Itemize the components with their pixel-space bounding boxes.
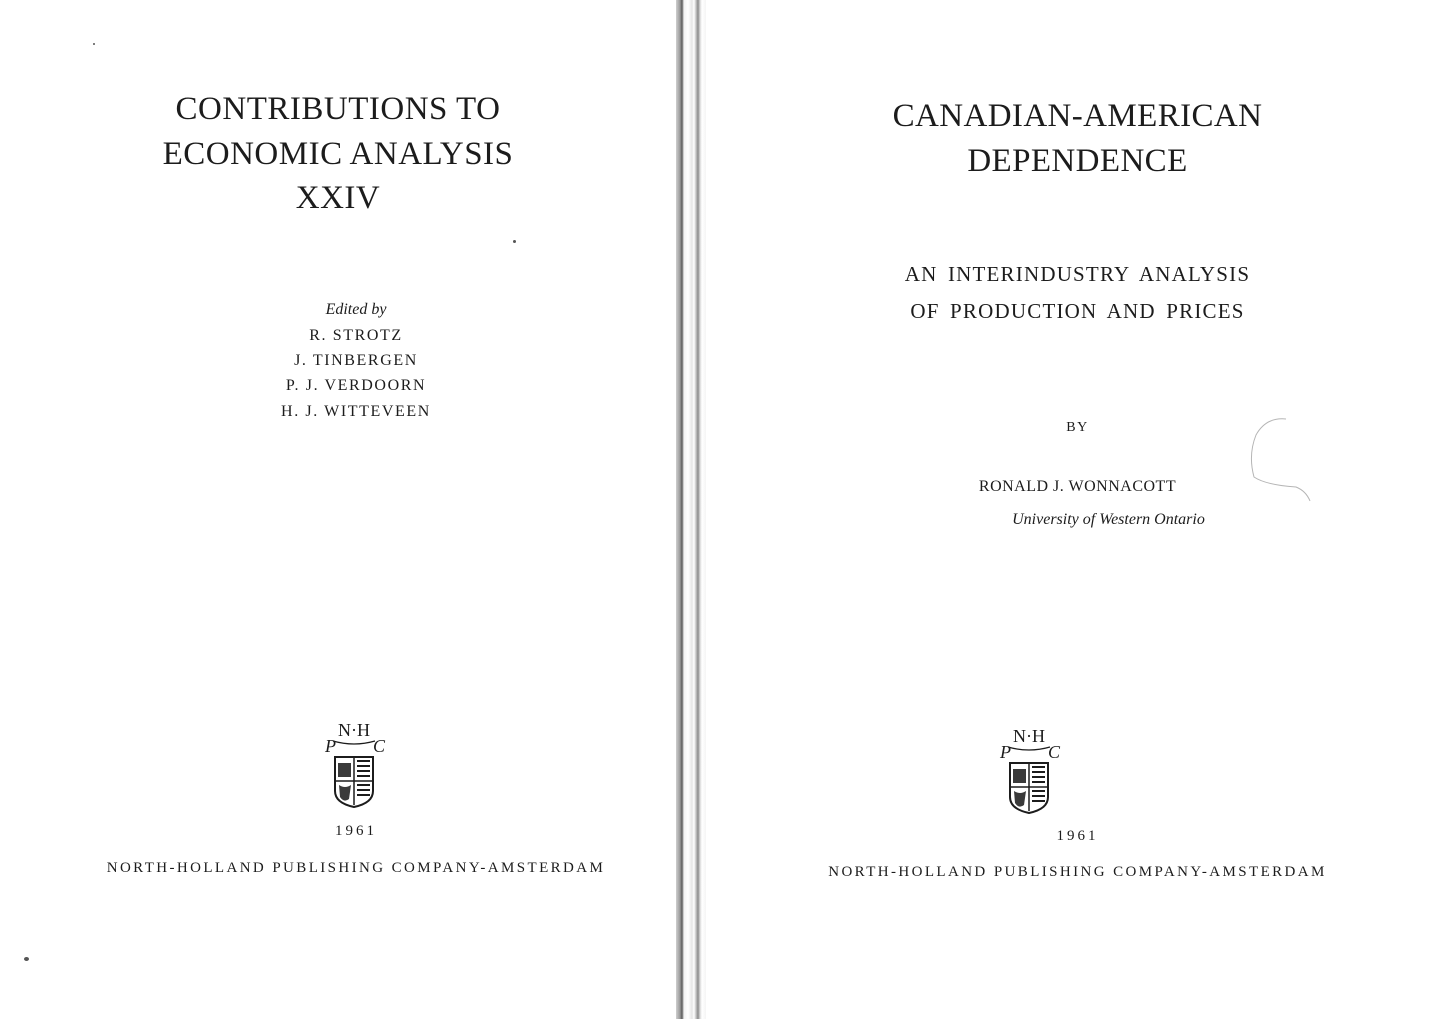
paper-speck [513, 240, 516, 243]
nhpc-crest-icon [321, 719, 387, 811]
publication-year: 1961 [1056, 828, 1099, 844]
edited-by-label: Edited by [325, 301, 387, 318]
by-label: BY [1066, 420, 1089, 435]
book-subtitle-line-2: OF PRODUCTION AND PRICES [910, 299, 1245, 323]
book-subtitle-line-1: AN INTERINDUSTRY ANALYSIS [904, 262, 1251, 286]
svg-text:P: P [325, 736, 336, 756]
paper-speck [93, 43, 95, 45]
publisher-imprint: NORTH-HOLLAND PUBLISHING COMPANY-AMSTERDAM [828, 864, 1327, 880]
svg-text:C: C [373, 736, 386, 756]
series-title-line-2: ECONOMIC ANALYSIS [162, 136, 514, 172]
editor-name: R. STROTZ [309, 327, 403, 344]
series-volume-number: XXIV [295, 180, 381, 216]
book-title-line-2: DEPENDENCE [967, 143, 1188, 179]
left-page [0, 0, 676, 1019]
editor-name: P. J. VERDOORN [285, 377, 427, 394]
right-page [706, 0, 1445, 1019]
publisher-imprint: NORTH-HOLLAND PUBLISHING COMPANY-AMSTERDAM [106, 860, 606, 876]
book-title-line-1: CANADIAN-AMERICAN [892, 98, 1263, 134]
editor-name: J. TINBERGEN [294, 352, 418, 369]
editor-name: H. J. WITTEVEEN [281, 403, 431, 420]
author-affiliation: University of Western Ontario [1012, 511, 1205, 528]
series-title-line-1: CONTRIBUTIONS TO [175, 91, 501, 127]
nhpc-crest-icon [996, 725, 1062, 817]
book-gutter [676, 0, 706, 1019]
author-name: RONALD J. WONNACOTT [978, 478, 1177, 495]
svg-text:C: C [1048, 742, 1061, 762]
paper-speck [24, 957, 29, 961]
pencil-mark-icon [1246, 415, 1316, 505]
svg-text:N·H: N·H [1013, 726, 1045, 746]
svg-text:P: P [1000, 742, 1011, 762]
svg-text:N·H: N·H [338, 720, 370, 740]
publication-year: 1961 [335, 823, 377, 839]
